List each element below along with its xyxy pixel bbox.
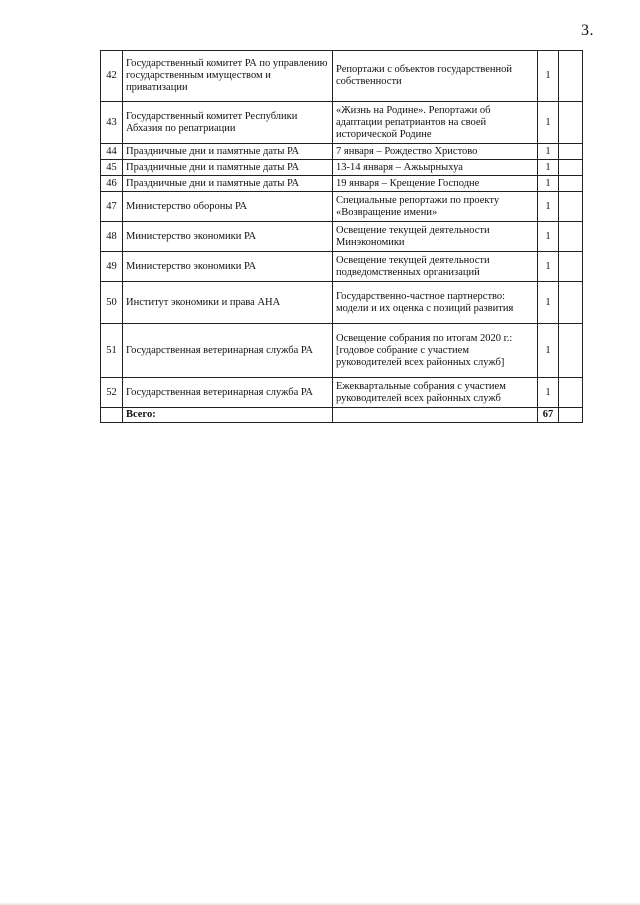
count-cell: 1 [538, 324, 559, 378]
count-cell: 1 [538, 144, 559, 160]
count-cell: 1 [538, 282, 559, 324]
topic-cell: Освещение текущей деятельности подведомственных организаций [333, 252, 538, 282]
extra-cell [559, 144, 583, 160]
page-number: 3. [581, 22, 594, 39]
count-cell: 1 [538, 102, 559, 144]
organization-cell: Государственный комитет РА по управлению государственным имуществом и приватизации [123, 51, 333, 102]
organization-cell: Министерство обороны РА [123, 192, 333, 222]
extra-cell [559, 252, 583, 282]
topic-cell: Освещение текущей деятельности Минэкономики [333, 222, 538, 252]
total-extra-cell [559, 408, 583, 423]
plan-table-body [101, 51, 583, 423]
total-number-cell [101, 408, 123, 423]
organization-cell: Министерство экономики РА [123, 222, 333, 252]
extra-cell [559, 102, 583, 144]
table-row [101, 102, 583, 144]
row-number: 50 [101, 282, 123, 324]
total-count: 67 [538, 408, 559, 423]
table-row [101, 176, 583, 192]
table-row [101, 51, 583, 102]
topic-cell: Специальные репортажи по проекту «Возвращение имени» [333, 192, 538, 222]
table-row [101, 378, 583, 408]
row-number: 42 [101, 51, 123, 102]
count-cell: 1 [538, 222, 559, 252]
count-cell: 1 [538, 160, 559, 176]
extra-cell [559, 324, 583, 378]
count-cell: 1 [538, 176, 559, 192]
organization-cell: Праздничные дни и памятные даты РА [123, 160, 333, 176]
organization-cell: Институт экономики и права АНА [123, 282, 333, 324]
table-row [101, 222, 583, 252]
organization-cell: Праздничные дни и памятные даты РА [123, 176, 333, 192]
row-number: 45 [101, 160, 123, 176]
plan-table [100, 50, 583, 423]
row-number: 52 [101, 378, 123, 408]
organization-cell: Государственная ветеринарная служба РА [123, 378, 333, 408]
organization-cell: Государственный комитет Республики Абхазия по репатриации [123, 102, 333, 144]
row-number: 48 [101, 222, 123, 252]
topic-cell: Государственно-частное партнерство: модели и их оценка с позиций развития [333, 282, 538, 324]
count-cell: 1 [538, 192, 559, 222]
organization-cell: Государственная ветеринарная служба РА [123, 324, 333, 378]
count-cell: 1 [538, 252, 559, 282]
topic-cell: «Жизнь на Родине». Репортажи об адаптации репатриантов на своей исторической Родине [333, 102, 538, 144]
organization-cell: Министерство экономики РА [123, 252, 333, 282]
table-row [101, 282, 583, 324]
count-cell: 1 [538, 51, 559, 102]
extra-cell [559, 192, 583, 222]
organization-cell: Праздничные дни и памятные даты РА [123, 144, 333, 160]
table-row [101, 252, 583, 282]
extra-cell [559, 378, 583, 408]
extra-cell [559, 176, 583, 192]
total-label: Всего: [123, 408, 333, 423]
topic-cell: 7 января – Рождество Христово [333, 144, 538, 160]
row-number: 46 [101, 176, 123, 192]
row-number: 49 [101, 252, 123, 282]
extra-cell [559, 51, 583, 102]
row-number: 51 [101, 324, 123, 378]
row-number: 43 [101, 102, 123, 144]
extra-cell [559, 222, 583, 252]
table-row [101, 324, 583, 378]
topic-cell: Освещение собрания по итогам 2020 г.: [годовое собрание с участием руководителей всех районных служб] [333, 324, 538, 378]
extra-cell [559, 282, 583, 324]
count-cell: 1 [538, 378, 559, 408]
topic-cell: 19 января – Крещение Господне [333, 176, 538, 192]
row-number: 47 [101, 192, 123, 222]
total-topic-cell [333, 408, 538, 423]
extra-cell [559, 160, 583, 176]
total-row [101, 408, 583, 423]
topic-cell: Ежеквартальные собрания с участием руководителей всех районных служб [333, 378, 538, 408]
row-number: 44 [101, 144, 123, 160]
table-row [101, 160, 583, 176]
topic-cell: Репортажи с объектов государственной собственности [333, 51, 538, 102]
topic-cell: 13-14 января – Ажьырныхуа [333, 160, 538, 176]
table-row [101, 192, 583, 222]
table-row [101, 144, 583, 160]
